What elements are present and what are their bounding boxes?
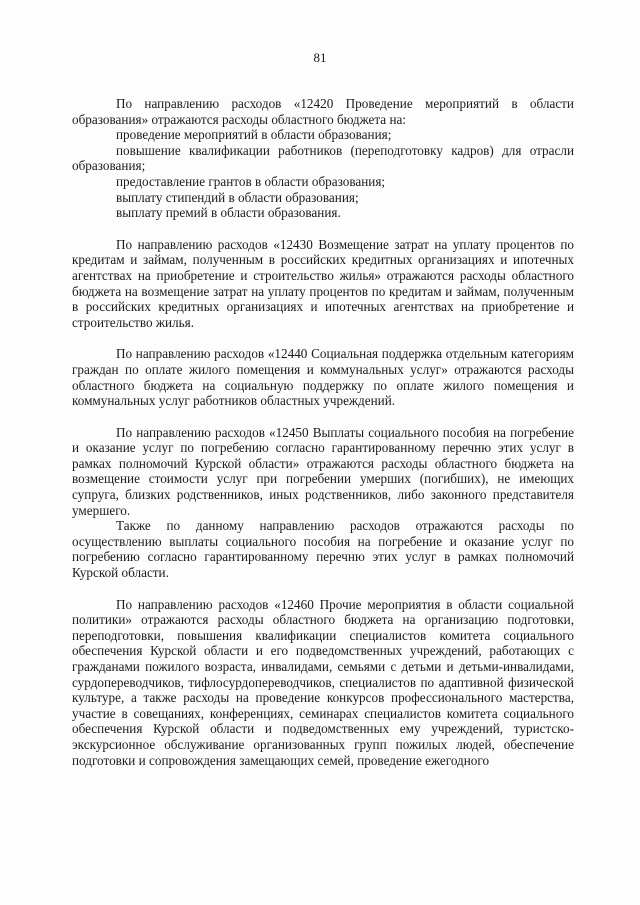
document-body: [72, 96, 574, 768]
page-number: 81: [313, 50, 327, 65]
section-12450-paragraph: По направлению расходов «12450 Выплаты социального пособия на погребение и оказание услуг по погребению согласно гарантированному перечню этих услуг в рамках полномочий Курской области» отражаются расходы областного бюджета на возмещение стоимости услуг при погребении умерших (погибших), не имеющих супруга, близких родственников, иных родственников, либо законного представителя умершего.: [72, 424, 574, 518]
section-12440-paragraph: По направлению расходов «12440 Социальная поддержка отдельным категориям граждан по оплате жилого помещения и коммунальных услуг» отражаются расходы областного бюджета на социальную поддержку по оплате жилого помещения и коммунальных услуг работников областных учреждений.: [72, 346, 574, 409]
section-12430-paragraph: По направлению расходов «12430 Возмещение затрат на уплату процентов по кредитам и займам, полученным в российских кредитных организациях и ипотечных агентствах на приобретение и строительство жилья» отражаются расходы областного бюджета на возмещение затрат на уплату процентов по кредитам и займам, полученным в российских кредитных организациях и ипотечных агентствах на приобретение и строительство жилья.: [72, 236, 574, 330]
list-item: выплату премий в области образования.: [116, 205, 341, 221]
list-item: выплату стипендий в области образования;: [116, 189, 359, 205]
list-item: предоставление грантов в области образования;: [116, 173, 386, 189]
list-item: повышение квалификации работников (переподготовку кадров) для отрасли образования;: [72, 142, 574, 174]
section-12450-paragraph-2: Также по данному направлению расходов отражаются расходы по осуществлению выплаты социального пособия на погребение и оказание услуг по погребению согласно гарантированному перечню этих услуг в рамках полномочий Курской области.: [72, 518, 574, 581]
section-12420-intro: По направлению расходов «12420 Проведение мероприятий в области образования» отражаются расходы областного бюджета на:: [72, 96, 574, 127]
section-12460-paragraph: По направлению расходов «12460 Прочие мероприятия в области социальной политики» отражаются расходы областного бюджета на организацию подготовки, переподготовки, повышения квалификации специалистов комитета социального обеспечения Курской области и его подведомственных учреждений, работающих с гражданами пожилого возраста, инвалидами, семьями с детьми и детьми-инвалидами, сурдопереводчиков, тифлосурдопереводчиков, специалистов по адаптивной физической культуре, а также расходы на проведение конкурсов профессионального мастерства, участие в совещаниях, конференциях, семинарах специалистов комитета социального обеспечения Курской области и подведомственных ему учреждений, туристско-экскурсионное обслуживание организованных групп пожилых людей, обеспечение подготовки и сопровождения замещающих семей, проведение ежегодного: [72, 596, 574, 768]
list-item: проведение мероприятий в области образования;: [116, 127, 392, 143]
